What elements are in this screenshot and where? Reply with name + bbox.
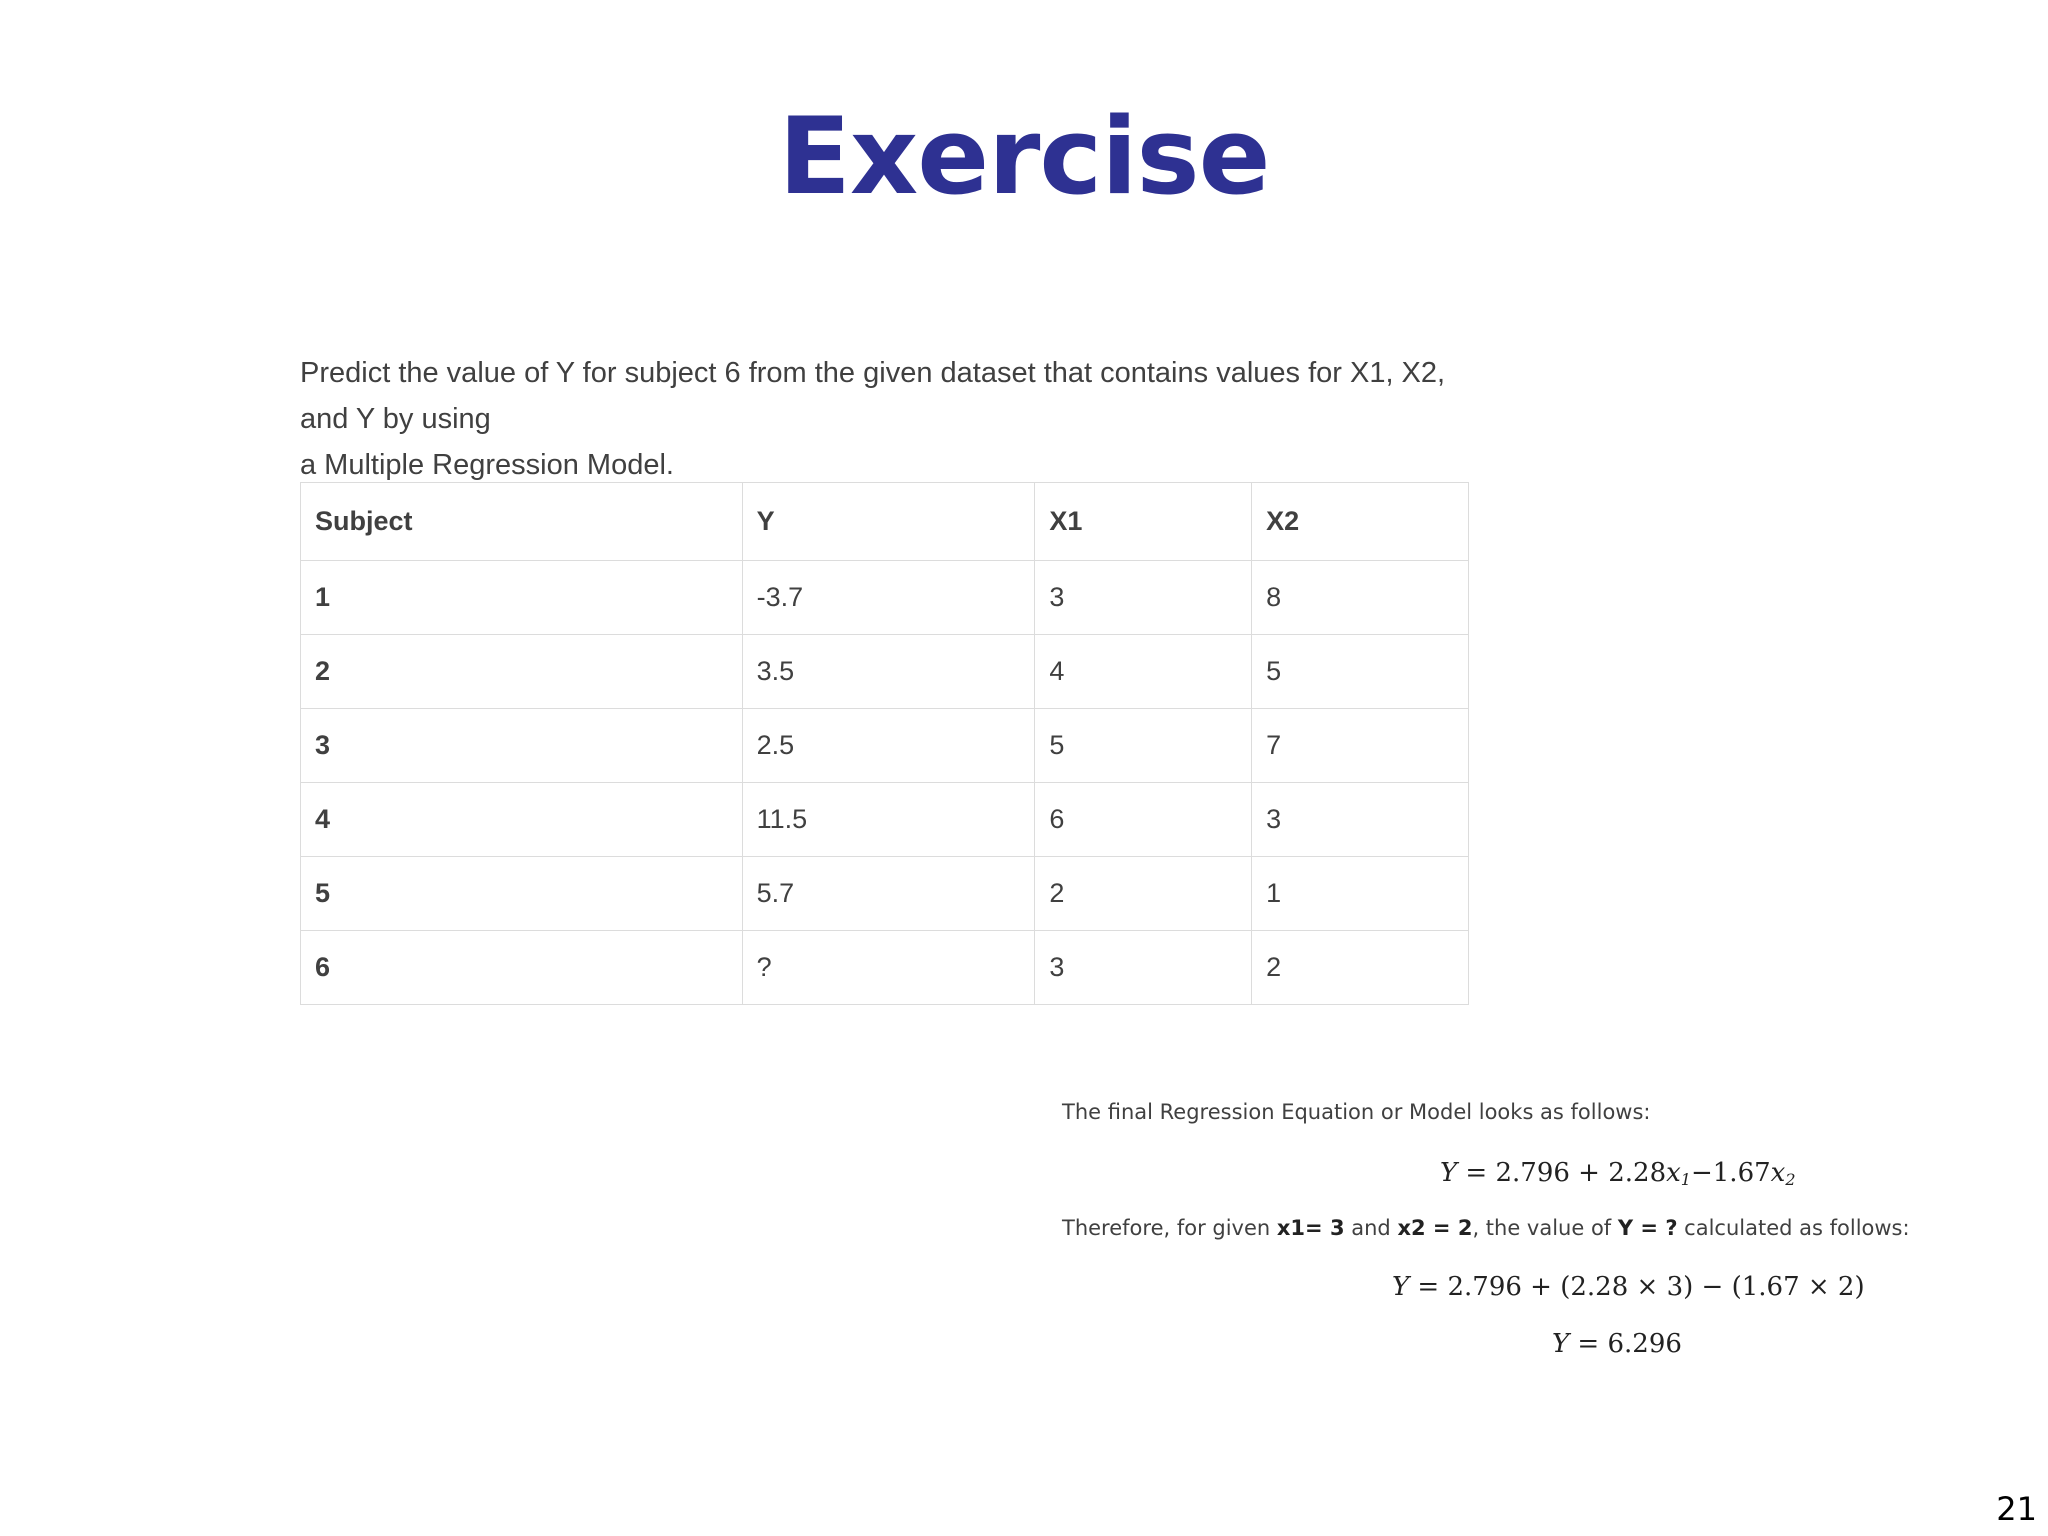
substitution-equation xyxy=(1392,1272,1865,1302)
cell-x1: 5 xyxy=(1035,709,1252,783)
header-subject: Subject xyxy=(301,483,743,561)
dataset-table xyxy=(300,482,1469,1005)
problem-statement xyxy=(300,350,1490,488)
cell-y: 2.5 xyxy=(742,709,1035,783)
therefore-text-c: , the value of xyxy=(1472,1216,1618,1240)
eq1-var1: x xyxy=(1666,1158,1681,1188)
solution-intro: The final Regression Equation or Model looks as follows: xyxy=(1062,1100,1651,1124)
cell-x2: 3 xyxy=(1252,783,1469,857)
eq1-lhs: Y xyxy=(1440,1158,1458,1188)
cell-subject: 1 xyxy=(301,561,743,635)
y-question: Y = ? xyxy=(1617,1216,1678,1240)
therefore-text-b: and xyxy=(1344,1216,1398,1240)
eq1-sub1: 1 xyxy=(1680,1170,1691,1189)
cell-subject: 5 xyxy=(301,857,743,931)
cell-subject: 6 xyxy=(301,931,743,1005)
cell-x1: 4 xyxy=(1035,635,1252,709)
cell-y: 3.5 xyxy=(742,635,1035,709)
cell-subject: 2 xyxy=(301,635,743,709)
therefore-text-d: calculated as follows: xyxy=(1677,1216,1910,1240)
cell-x1: 3 xyxy=(1035,931,1252,1005)
eq2-lhs: Y xyxy=(1392,1272,1410,1302)
cell-x2: 2 xyxy=(1252,931,1469,1005)
page-number: 21 xyxy=(1996,1490,2037,1528)
eq1-rhs-b: −1.67 xyxy=(1690,1158,1771,1188)
cell-y: 11.5 xyxy=(742,783,1035,857)
problem-line-1: Predict the value of Y for subject 6 from the given dataset that contains values for X1, X2, and Y by using xyxy=(300,357,1446,435)
cell-x2: 1 xyxy=(1252,857,1469,931)
table-row xyxy=(301,783,1469,857)
header-y: Y xyxy=(742,483,1035,561)
therefore-line xyxy=(1062,1216,1910,1240)
therefore-text-a: Therefore, for given xyxy=(1062,1216,1277,1240)
cell-x1: 2 xyxy=(1035,857,1252,931)
x1-given: x1= 3 xyxy=(1276,1216,1345,1240)
table-row xyxy=(301,635,1469,709)
cell-x2: 5 xyxy=(1252,635,1469,709)
eq1-rhs-a: = 2.796 + 2.28 xyxy=(1457,1158,1667,1188)
table-row xyxy=(301,561,1469,635)
x2-given: x2 = 2 xyxy=(1397,1216,1473,1240)
eq3-rhs: = 6.296 xyxy=(1569,1329,1682,1359)
problem-line-2: a Multiple Regression Model. xyxy=(300,449,674,481)
table-row xyxy=(301,709,1469,783)
eq1-sub2: 2 xyxy=(1785,1170,1796,1189)
cell-subject: 3 xyxy=(301,709,743,783)
regression-equation xyxy=(1440,1158,1796,1189)
cell-x1: 6 xyxy=(1035,783,1252,857)
result-equation xyxy=(1552,1329,1682,1359)
eq2-rhs: = 2.796 + (2.28 × 3) − (1.67 × 2) xyxy=(1409,1272,1865,1302)
cell-subject: 4 xyxy=(301,783,743,857)
header-x1: X1 xyxy=(1035,483,1252,561)
header-x2: X2 xyxy=(1252,483,1469,561)
table-row xyxy=(301,931,1469,1005)
cell-y: 5.7 xyxy=(742,857,1035,931)
table-row xyxy=(301,857,1469,931)
cell-y: ? xyxy=(742,931,1035,1005)
slide-title: Exercise xyxy=(778,95,1270,218)
cell-y: -3.7 xyxy=(742,561,1035,635)
cell-x2: 8 xyxy=(1252,561,1469,635)
eq1-var2: x xyxy=(1770,1158,1786,1188)
table-header-row xyxy=(301,483,1469,561)
eq3-lhs: Y xyxy=(1552,1329,1570,1359)
cell-x1: 3 xyxy=(1035,561,1252,635)
cell-x2: 7 xyxy=(1252,709,1469,783)
